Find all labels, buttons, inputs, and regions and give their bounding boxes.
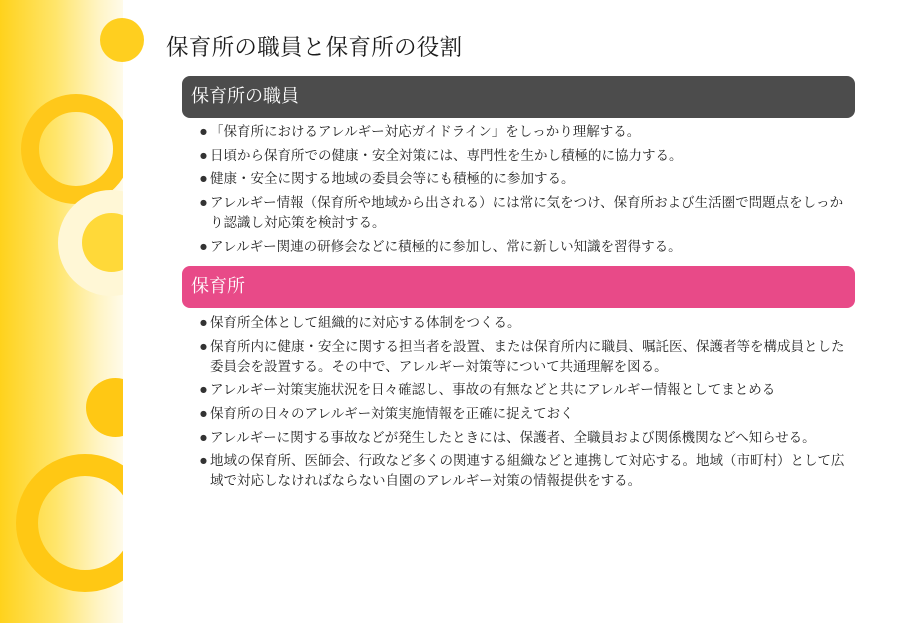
- decorative-ring: [21, 94, 123, 204]
- list-item: ● 保育所内に健康・安全に関する担当者を設置、または保育所内に職員、嘱託医、保護者等を構成員とした委員会を設置する。その中で、アレルギー対策等について共通理解を図る。: [200, 337, 855, 377]
- decorative-side-band: [0, 0, 123, 623]
- decorative-ring: [16, 454, 123, 592]
- list-item: ● アレルギー関連の研修会などに積極的に参加し、常に新しい知識を習得する。: [200, 237, 855, 257]
- list-item: ● アレルギー情報（保育所や地域から出される）には常に気をつけ、保育所および生活圏で問題点をしっかり認識し対応策を検討する。: [200, 193, 855, 233]
- list-item: ● 保育所の日々のアレルギー対策実施情報を正確に捉えておく: [200, 404, 855, 424]
- nursery-bullet-list: [200, 313, 855, 495]
- staff-bullet-list: [200, 122, 855, 260]
- list-item: ● アレルギー対策実施状況を日々確認し、事故の有無などと共にアレルギー情報としてまとめる: [200, 380, 855, 400]
- decorative-circle: [100, 18, 144, 62]
- list-item: ● 保育所全体として組織的に対応する体制をつくる。: [200, 313, 855, 333]
- list-item: ● 日頃から保育所での健康・安全対策には、専門性を生かし積極的に協力する。: [200, 146, 855, 166]
- list-item: ● 「保育所におけるアレルギー対応ガイドライン」をしっかり理解する。: [200, 122, 855, 142]
- section-header-staff: 保育所の職員: [182, 76, 855, 118]
- section-header-nursery: 保育所: [182, 266, 855, 308]
- list-item: ● 地域の保育所、医師会、行政など多くの関連する組織などと連携して対応する。地域（市町村）として広域で対応しなければならない自園のアレルギー対策の情報提供をする。: [200, 451, 855, 491]
- page-title: 保育所の職員と保育所の役割: [166, 35, 463, 61]
- list-item: ● 健康・安全に関する地域の委員会等にも積極的に参加する。: [200, 169, 855, 189]
- decorative-circle: [86, 378, 123, 437]
- list-item: ● アレルギーに関する事故などが発生したときには、保護者、全職員および関係機関などへ知らせる。: [200, 428, 855, 448]
